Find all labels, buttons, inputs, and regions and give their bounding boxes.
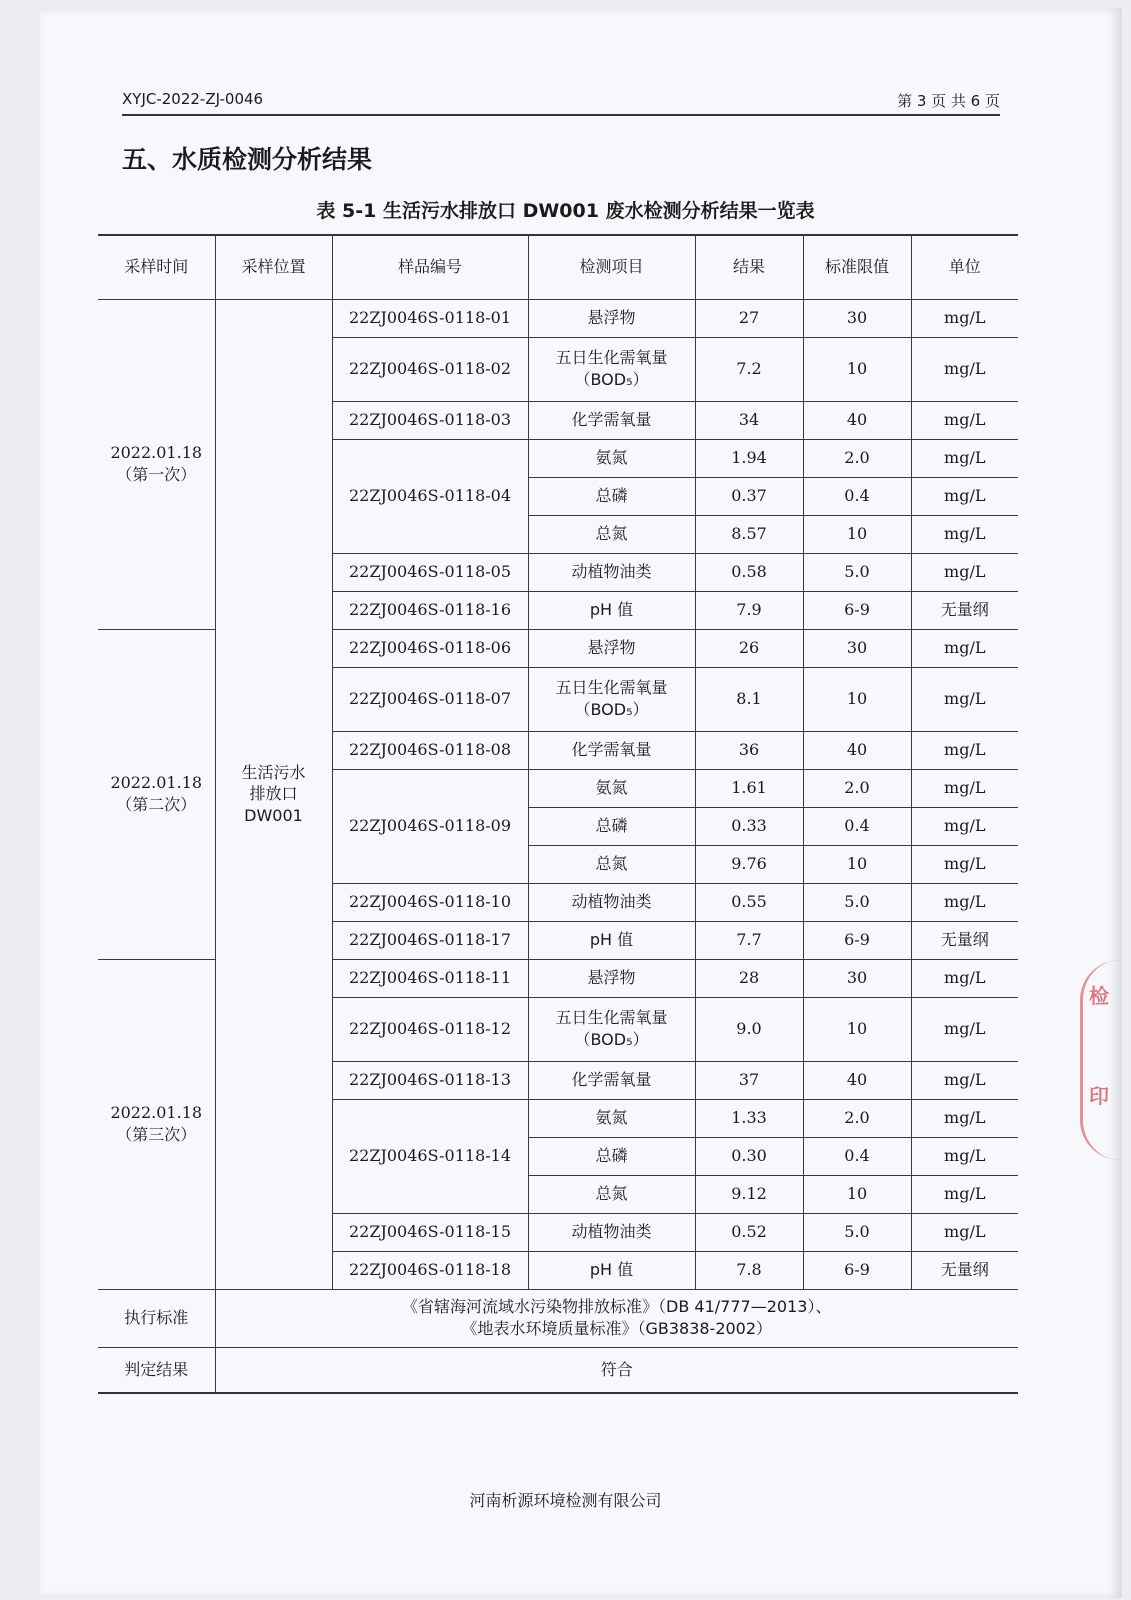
standard-limit: 10 [803, 845, 911, 883]
test-item: pH 值 [528, 1251, 695, 1289]
sample-id: 22ZJ0046S-0118-14 [332, 1099, 528, 1213]
test-item: 悬浮物 [528, 959, 695, 997]
sampling-time-cell [98, 629, 215, 959]
unit: mg/L [911, 477, 1018, 515]
column-header: 样品编号 [332, 235, 528, 299]
test-item: pH 值 [528, 591, 695, 629]
result-value: 1.94 [695, 439, 803, 477]
sampling-round: （第三次） [116, 1125, 197, 1144]
standard-limit: 40 [803, 1061, 911, 1099]
sample-id: 22ZJ0046S-0118-16 [332, 591, 528, 629]
unit: mg/L [911, 1213, 1018, 1251]
standard-limit: 6-9 [803, 921, 911, 959]
sampling-location-cell: 生活污水排放口DW001 [215, 299, 332, 1289]
unit: mg/L [911, 1061, 1018, 1099]
standard-line-2: 《地表水环境质量标准》（GB3838-2002） [461, 1319, 773, 1338]
unit: mg/L [911, 959, 1018, 997]
column-header: 单位 [911, 235, 1018, 299]
result-value: 26 [695, 629, 803, 667]
sample-id: 22ZJ0046S-0118-13 [332, 1061, 528, 1099]
result-value: 0.30 [695, 1137, 803, 1175]
sample-id: 22ZJ0046S-0118-15 [332, 1213, 528, 1251]
sample-id: 22ZJ0046S-0118-03 [332, 401, 528, 439]
sampling-date: 2022.01.18 [110, 443, 203, 463]
standard-label: 执行标准 [98, 1289, 215, 1347]
unit: mg/L [911, 997, 1018, 1061]
page-number: 第 3 页 共 6 页 [897, 92, 1000, 110]
unit: mg/L [911, 883, 1018, 921]
standard-limit: 6-9 [803, 591, 911, 629]
result-value: 7.7 [695, 921, 803, 959]
test-item: 氨氮 [528, 1099, 695, 1137]
standard-limit: 10 [803, 337, 911, 401]
column-header: 检测项目 [528, 235, 695, 299]
unit: mg/L [911, 1099, 1018, 1137]
unit: mg/L [911, 401, 1018, 439]
unit: mg/L [911, 769, 1018, 807]
verdict-label: 判定结果 [98, 1347, 215, 1393]
unit: mg/L [911, 337, 1018, 401]
standard-limit: 40 [803, 731, 911, 769]
unit: mg/L [911, 439, 1018, 477]
standard-limit: 30 [803, 299, 911, 337]
test-item: 总氮 [528, 845, 695, 883]
unit: mg/L [911, 299, 1018, 337]
verdict-row [98, 1347, 1018, 1393]
result-value: 34 [695, 401, 803, 439]
result-value: 0.52 [695, 1213, 803, 1251]
standard-limit: 30 [803, 959, 911, 997]
result-value: 0.55 [695, 883, 803, 921]
test-item: 总氮 [528, 515, 695, 553]
test-item: 动植物油类 [528, 553, 695, 591]
sample-id: 22ZJ0046S-0118-06 [332, 629, 528, 667]
sampling-time-cell [98, 959, 215, 1289]
standard-limit: 40 [803, 401, 911, 439]
standard-line-1: 《省辖海河流域水污染物排放标准》（DB 41/777—2013）、 [402, 1297, 832, 1317]
section-title: 五、水质检测分析结果 [122, 145, 373, 174]
company-footer: 河南析源环境检测有限公司 [469, 1491, 662, 1510]
standard-limit: 10 [803, 1175, 911, 1213]
column-header: 采样时间 [98, 235, 215, 299]
test-item: 总氮 [528, 1175, 695, 1213]
standard-limit: 0.4 [803, 807, 911, 845]
unit: mg/L [911, 1175, 1018, 1213]
result-value: 7.2 [695, 337, 803, 401]
unit: 无量纲 [911, 591, 1018, 629]
result-value: 8.57 [695, 515, 803, 553]
result-value: 0.37 [695, 477, 803, 515]
sample-id: 22ZJ0046S-0118-04 [332, 439, 528, 553]
test-item: 五日生化需氧量（BOD₅） [528, 337, 695, 401]
unit: mg/L [911, 553, 1018, 591]
sampling-round: （第一次） [116, 465, 197, 484]
result-value: 9.12 [695, 1175, 803, 1213]
test-item: 悬浮物 [528, 629, 695, 667]
test-item: pH 值 [528, 921, 695, 959]
standard-limit: 0.4 [803, 1137, 911, 1175]
standard-limit: 2.0 [803, 439, 911, 477]
unit: mg/L [911, 667, 1018, 731]
result-value: 7.9 [695, 591, 803, 629]
sample-id: 22ZJ0046S-0118-02 [332, 337, 528, 401]
sample-id: 22ZJ0046S-0118-18 [332, 1251, 528, 1289]
red-seal-stamp: 检 印 [1080, 960, 1131, 1160]
result-value: 0.58 [695, 553, 803, 591]
sample-id: 22ZJ0046S-0118-08 [332, 731, 528, 769]
unit: mg/L [911, 845, 1018, 883]
result-value: 37 [695, 1061, 803, 1099]
column-header: 采样位置 [215, 235, 332, 299]
test-item: 化学需氧量 [528, 731, 695, 769]
sampling-round: （第二次） [116, 795, 197, 814]
table-header-row [98, 235, 1018, 299]
standard-limit: 0.4 [803, 477, 911, 515]
result-value: 36 [695, 731, 803, 769]
sampling-time-cell [98, 299, 215, 629]
standard-limit: 6-9 [803, 1251, 911, 1289]
result-value: 8.1 [695, 667, 803, 731]
document-number: XYJC-2022-ZJ-0046 [122, 90, 264, 108]
table-row [98, 299, 1018, 337]
sample-id: 22ZJ0046S-0118-09 [332, 769, 528, 883]
unit: mg/L [911, 807, 1018, 845]
test-item: 化学需氧量 [528, 1061, 695, 1099]
standard-limit: 30 [803, 629, 911, 667]
result-value: 28 [695, 959, 803, 997]
result-value: 1.61 [695, 769, 803, 807]
sample-id: 22ZJ0046S-0118-12 [332, 997, 528, 1061]
test-item: 总磷 [528, 477, 695, 515]
test-item: 五日生化需氧量（BOD₅） [528, 667, 695, 731]
test-item: 悬浮物 [528, 299, 695, 337]
result-value: 0.33 [695, 807, 803, 845]
test-item: 五日生化需氧量（BOD₅） [528, 997, 695, 1061]
standard-value [215, 1289, 1018, 1347]
column-header: 标准限值 [803, 235, 911, 299]
unit: mg/L [911, 1137, 1018, 1175]
standard-limit: 10 [803, 667, 911, 731]
result-value: 9.0 [695, 997, 803, 1061]
test-item: 氨氮 [528, 769, 695, 807]
test-item: 动植物油类 [528, 883, 695, 921]
sampling-date: 2022.01.18 [110, 1103, 203, 1123]
standard-limit: 2.0 [803, 1099, 911, 1137]
verdict-value: 符合 [215, 1347, 1018, 1393]
results-table [98, 234, 1018, 1394]
sample-id: 22ZJ0046S-0118-07 [332, 667, 528, 731]
column-header: 结果 [695, 235, 803, 299]
standard-row [98, 1289, 1018, 1347]
unit: mg/L [911, 629, 1018, 667]
result-value: 1.33 [695, 1099, 803, 1137]
standard-limit: 2.0 [803, 769, 911, 807]
sample-id: 22ZJ0046S-0118-05 [332, 553, 528, 591]
unit: 无量纲 [911, 1251, 1018, 1289]
unit: 无量纲 [911, 921, 1018, 959]
standard-limit: 10 [803, 515, 911, 553]
sample-id: 22ZJ0046S-0118-17 [332, 921, 528, 959]
standard-limit: 5.0 [803, 1213, 911, 1251]
sample-id: 22ZJ0046S-0118-10 [332, 883, 528, 921]
table-title: 表 5-1 生活污水排放口 DW001 废水检测分析结果一览表 [316, 200, 815, 222]
result-value: 7.8 [695, 1251, 803, 1289]
sampling-date: 2022.01.18 [110, 773, 203, 793]
unit: mg/L [911, 515, 1018, 553]
sample-id: 22ZJ0046S-0118-01 [332, 299, 528, 337]
test-item: 总磷 [528, 1137, 695, 1175]
standard-limit: 10 [803, 997, 911, 1061]
result-value: 9.76 [695, 845, 803, 883]
standard-limit: 5.0 [803, 883, 911, 921]
sample-id: 22ZJ0046S-0118-11 [332, 959, 528, 997]
unit: mg/L [911, 731, 1018, 769]
test-item: 氨氮 [528, 439, 695, 477]
result-value: 27 [695, 299, 803, 337]
test-item: 总磷 [528, 807, 695, 845]
test-item: 化学需氧量 [528, 401, 695, 439]
test-item: 动植物油类 [528, 1213, 695, 1251]
standard-limit: 5.0 [803, 553, 911, 591]
page-header [122, 88, 1000, 116]
